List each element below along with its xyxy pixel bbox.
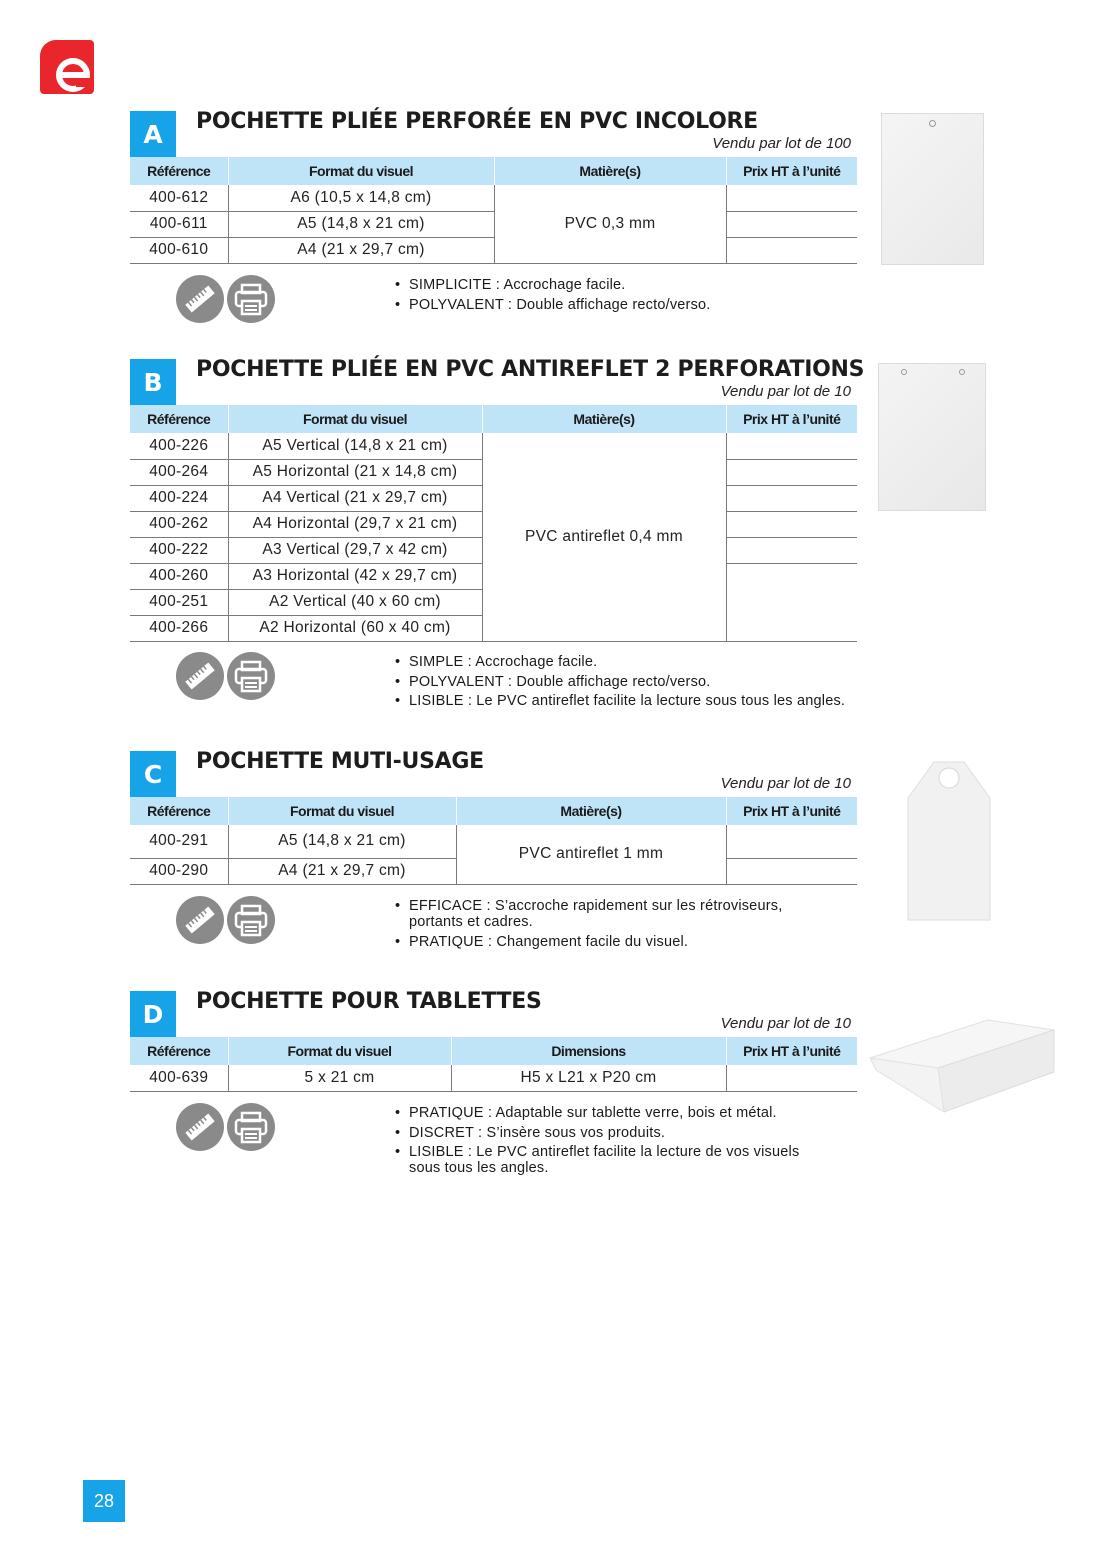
product-photo [906, 758, 992, 922]
price-cell [726, 433, 857, 459]
product-table [130, 405, 857, 642]
format-cell: A5 Horizontal (21 x 14,8 cm) [228, 459, 482, 485]
price-cell [726, 563, 857, 641]
printer-icon [227, 275, 275, 323]
section-a [130, 111, 857, 326]
price-cell [726, 459, 857, 485]
feature-item: • PRATIQUE : Changement facile du visuel. [395, 934, 795, 950]
section-d [130, 991, 857, 1191]
ruler-icon [176, 896, 224, 944]
product-table [130, 1037, 857, 1092]
ref-cell: 400-224 [130, 485, 228, 511]
brand-logo [40, 40, 94, 94]
format-cell: A4 (21 x 29,7 cm) [228, 237, 494, 263]
feature-item: • LISIBLE : Le PVC antireflet facilite la lecture sous tous les angles. [395, 693, 865, 709]
format-cell: A5 (14,8 x 21 cm) [228, 825, 456, 858]
table-row [130, 825, 857, 858]
lot-size: Vendu par lot de 10 [720, 775, 851, 792]
format-cell: A5 (14,8 x 21 cm) [228, 211, 494, 237]
product-table [130, 157, 857, 264]
ref-cell: 400-262 [130, 511, 228, 537]
feature-list [395, 898, 795, 953]
ref-cell: 400-266 [130, 615, 228, 641]
format-cell: A3 Horizontal (42 x 29,7 cm) [228, 563, 482, 589]
price-cell [726, 511, 857, 537]
section-letter: B [130, 359, 176, 405]
price-cell [726, 185, 857, 211]
ruler-icon [176, 1103, 224, 1151]
header-reference: Référence [130, 797, 228, 825]
feature-list [395, 654, 865, 713]
ref-cell: 400-264 [130, 459, 228, 485]
section-title: POCHETTE MUTI-USAGE [196, 749, 484, 774]
ref-cell: 400-226 [130, 433, 228, 459]
ref-cell: 400-251 [130, 589, 228, 615]
format-cell: A5 Vertical (14,8 x 21 cm) [228, 433, 482, 459]
feature-list [395, 1105, 815, 1180]
ruler-icon [176, 275, 224, 323]
product-photo [878, 363, 986, 511]
product-table [130, 797, 857, 885]
format-cell: A2 Vertical (40 x 60 cm) [228, 589, 482, 615]
price-cell [726, 237, 857, 263]
section-b [130, 357, 865, 719]
lot-size: Vendu par lot de 10 [720, 1015, 851, 1032]
feature-item: • SIMPLICITE : Accrochage facile. [395, 277, 865, 293]
header-material: Matière(s) [456, 797, 726, 825]
section-letter: A [130, 111, 176, 157]
ref-cell: 400-222 [130, 537, 228, 563]
product-photo [868, 1018, 1058, 1118]
ref-cell: 400-612 [130, 185, 228, 211]
ref-cell: 400-639 [130, 1065, 228, 1091]
header-price: Prix HT à l’unité [726, 1037, 857, 1065]
price-cell [726, 825, 857, 858]
feature-item: • EFFICACE : S’accroche rapidement sur les rétroviseurs, portants et cadres. [395, 898, 795, 930]
feature-list [395, 277, 865, 316]
ref-cell: 400-260 [130, 563, 228, 589]
header-reference: Référence [130, 157, 228, 185]
header-format: Format du visuel [228, 405, 482, 433]
price-cell [726, 211, 857, 237]
header-format: Format du visuel [228, 1037, 451, 1065]
header-material: Matière(s) [482, 405, 726, 433]
ref-cell: 400-611 [130, 211, 228, 237]
format-cell: 5 x 21 cm [228, 1065, 451, 1091]
header-dimensions: Dimensions [451, 1037, 726, 1065]
table-row [130, 1065, 857, 1091]
header-reference: Référence [130, 405, 228, 433]
feature-item: • PRATIQUE : Adaptable sur tablette verre, bois et métal. [395, 1105, 815, 1121]
printer-icon [227, 1103, 275, 1151]
feature-item: • SIMPLE : Accrochage facile. [395, 654, 865, 670]
header-price: Prix HT à l’unité [726, 797, 857, 825]
table-row [130, 237, 857, 263]
section-title: POCHETTE PLIÉE EN PVC ANTIREFLET 2 PERFORATIONS [196, 357, 865, 382]
price-cell [726, 1065, 857, 1091]
lot-size: Vendu par lot de 10 [720, 383, 851, 400]
format-cell: A2 Horizontal (60 x 40 cm) [228, 615, 482, 641]
feature-item: • LISIBLE : Le PVC antireflet facilite la lecture de vos visuels sous tous les angles. [395, 1144, 815, 1176]
feature-item: • POLYVALENT : Double affichage recto/verso. [395, 674, 865, 690]
table-row [130, 433, 857, 459]
price-cell [726, 537, 857, 563]
format-cell: A4 Vertical (21 x 29,7 cm) [228, 485, 482, 511]
section-letter: D [130, 991, 176, 1037]
material-cell: PVC antireflet 0,4 mm [482, 433, 726, 641]
section-letter: C [130, 751, 176, 797]
ref-cell: 400-610 [130, 237, 228, 263]
price-cell [726, 485, 857, 511]
price-cell [726, 858, 857, 884]
ruler-icon [176, 652, 224, 700]
section-title: POCHETTE PLIÉE PERFORÉE EN PVC INCOLORE [196, 109, 758, 134]
header-material: Matière(s) [494, 157, 726, 185]
page-number: 28 [83, 1480, 125, 1522]
header-format: Format du visuel [228, 157, 494, 185]
product-photo [881, 113, 984, 265]
dimensions-cell: H5 x L21 x P20 cm [451, 1065, 726, 1091]
table-row [130, 185, 857, 211]
material-cell: PVC antireflet 1 mm [456, 825, 726, 884]
header-reference: Référence [130, 1037, 228, 1065]
ref-cell: 400-291 [130, 825, 228, 858]
section-title: POCHETTE POUR TABLETTES [196, 989, 542, 1014]
header-price: Prix HT à l’unité [726, 405, 857, 433]
format-cell: A6 (10,5 x 14,8 cm) [228, 185, 494, 211]
lot-size: Vendu par lot de 100 [712, 135, 851, 152]
printer-icon [227, 652, 275, 700]
ref-cell: 400-290 [130, 858, 228, 884]
feature-item: • POLYVALENT : Double affichage recto/verso. [395, 297, 865, 313]
header-format: Format du visuel [228, 797, 456, 825]
header-price: Prix HT à l’unité [726, 157, 857, 185]
printer-icon [227, 896, 275, 944]
format-cell: A4 Horizontal (29,7 x 21 cm) [228, 511, 482, 537]
material-cell: PVC 0,3 mm [494, 185, 726, 263]
feature-item: • DISCRET : S’insère sous vos produits. [395, 1125, 815, 1141]
table-row [130, 211, 857, 237]
format-cell: A4 (21 x 29,7 cm) [228, 858, 456, 884]
format-cell: A3 Vertical (29,7 x 42 cm) [228, 537, 482, 563]
section-c [130, 751, 857, 961]
